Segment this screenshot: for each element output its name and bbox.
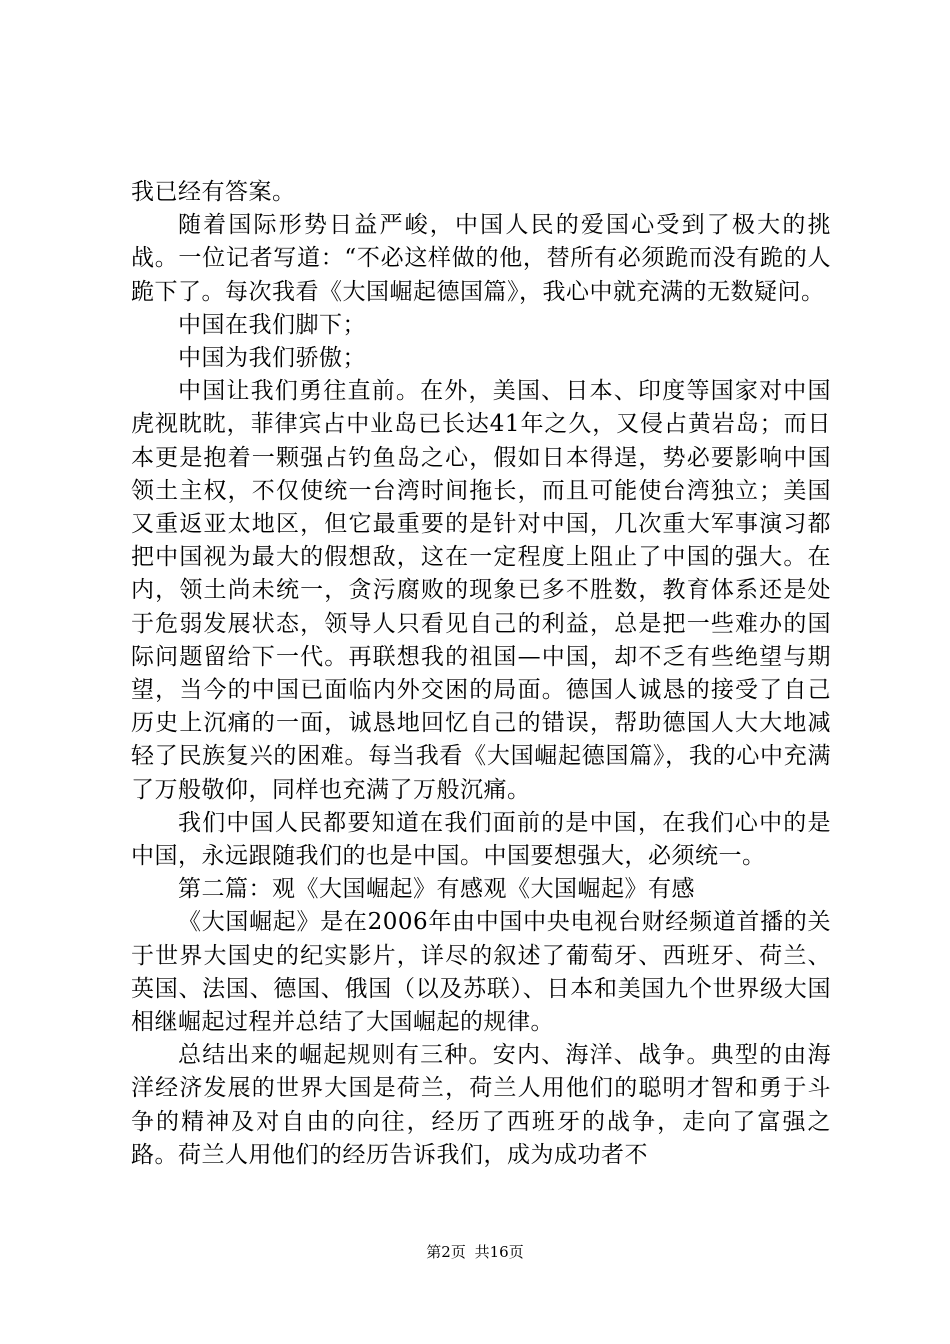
paragraph-5: 中国让我们勇往直前。在外，美国、日本、印度等国家对中国虎视眈眈，菲律宾占中业岛已长达41年之久，又侵占黄岩岛；而日本更是抱着一颗强占钓鱼岛之心，假如日本得逞，势必要影响中国领土主权，不仅使统一台湾时间拖长，而且可能使台湾独立；美国又重返亚太地区，但它最重要的是针对中国，几次重大军事演习都把中国视为最大的假想敌，这在一定程度上阻止了中国的强大。在内，领土尚未统一，贪污腐败的现象已多不胜数，教育体系还是处于危弱发展状态，领导人只看见自己的利益，总是把一些难办的国际问题留给下一代。再联想我的祖国—中国，却不乏有些绝望与期望，当今的中国已面临内外交困的局面。德国人诚恳的接受了自己历史上沉痛的一面，诚恳地回忆自己的错误，帮助德国人大大地减轻了民族复兴的困难。每当我看《大国崛起德国篇》，我的心中充满了万般敬仰，同样也充满了万般沉痛。 — [131, 378, 831, 803]
paragraph-9: 总结出来的崛起规则有三种。安内、海洋、战争。典型的由海洋经济发展的世界大国是荷兰，荷兰人用他们的聪明才智和勇于斗争的精神及对自由的向往，经历了西班牙的战争，走向了富强之路。荷兰人用他们的经历告诉我们，成为成功者不 — [131, 1042, 831, 1168]
section-heading: 第二篇：观《大国崛起》有感观《大国崛起》有感 — [178, 876, 695, 903]
paragraph-2: 随着国际形势日益严峻，中国人民的爱国心受到了极大的挑战。一位记者写道：“不必这样做的他，替所有必须跪而没有跪的人跪下了。每次我看《大国崛起德国篇》，我心中就充满的无数疑问。 — [131, 212, 831, 305]
paragraph-6: 我们中国人民都要知道在我们面前的是中国，在我们心中的是中国，永远跟随我们的也是中国。中国要想强大，必须统一。 — [131, 809, 831, 870]
paragraph-1: 我已经有答案。 — [131, 179, 296, 205]
paragraph-3: 中国在我们脚下； — [178, 311, 366, 338]
paragraph-4: 中国为我们骄傲； — [178, 345, 366, 372]
paragraph-8: 《大国崛起》是在2006年由中国中央电视台财经频道首播的关于世界大国史的纪实影片，详尽的叙述了葡萄牙、西班牙、荷兰、英国、法国、德国、俄国（以及苏联）、日本和美国九个世界级大国相继崛起过程并总结了大国崛起的规律。 — [131, 909, 831, 1036]
document-body — [131, 176, 831, 1172]
page-number: 第2页 — [426, 1243, 466, 1261]
page-total: 共16页 — [474, 1243, 524, 1261]
page-footer — [0, 1242, 950, 1262]
